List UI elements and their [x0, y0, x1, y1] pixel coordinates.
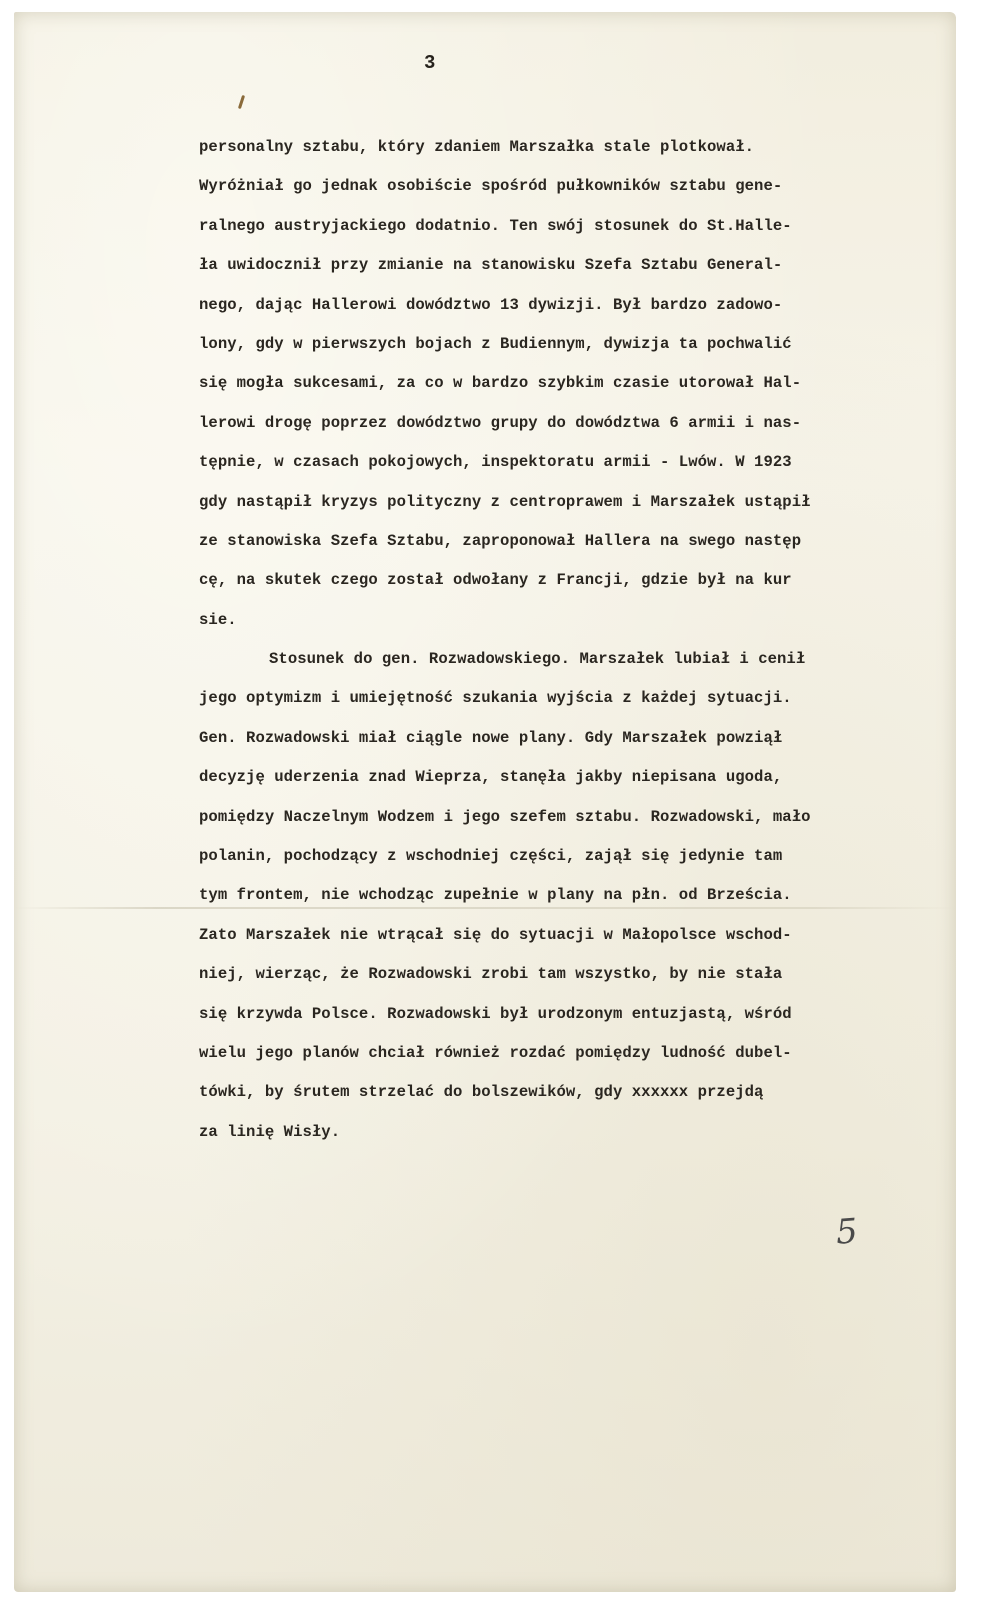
- text-line: za linię Wisły.: [199, 1122, 341, 1141]
- paragraph-start-line: Stosunek do gen. Rozwadowskiego. Marszałek lubiał i cenił: [269, 650, 806, 669]
- text-line: lerowi drogę poprzez dowództwo grupy do dowództwa 6 armii i nas-: [199, 413, 802, 432]
- text-line: lony, gdy w pierwszych bojach z Budiennym, dywizja ta pochwalić: [199, 334, 792, 353]
- text-line: jego optymizm i umiejętność szukania wyjścia z każdej sytuacji.: [199, 689, 792, 708]
- handwritten-page-number: 5: [834, 1211, 860, 1253]
- text-line: gdy nastąpił kryzys polityczny z centroprawem i Marszałek ustąpił: [199, 492, 811, 511]
- text-line: nego, dając Hallerowi dowództwo 13 dywizji. Był bardzo zadowo-: [199, 295, 783, 314]
- text-line: Wyróżniał go jednak osobiście spośród pułkowników sztabu gene-: [199, 177, 783, 196]
- text-line: wielu jego planów chciał również rozdać pomiędzy ludność dubel-: [199, 1043, 792, 1062]
- text-line: Gen. Rozwadowski miał ciągle nowe plany. Gdy Marszałek powziął: [199, 728, 783, 747]
- text-line: się mogła sukcesami, za co w bardzo szybkim czasie utorował Hal-: [199, 374, 802, 393]
- text-line: ze stanowiska Szefa Sztabu, zaproponował Hallera na swego następ: [199, 531, 802, 550]
- text-line: pomiędzy Naczelnym Wodzem i jego szefem sztabu. Rozwadowski, mało: [199, 807, 811, 826]
- text-line: tępnie, w czasach pokojowych, inspektoratu armii - Lwów. W 1923: [199, 453, 792, 472]
- text-line: tym frontem, nie wchodząc zupełnie w plany na płn. od Brześcia.: [199, 886, 792, 905]
- text-line: ła uwidocznił przy zmianie na stanowisku Szefa Sztabu General-: [199, 256, 783, 275]
- text-line: polanin, pochodzący z wschodniej części, zajął się jedynie tam: [199, 847, 783, 866]
- text-line: personalny sztabu, który zdaniem Marszałka stale plotkował.: [199, 138, 755, 156]
- text-line: tówki, by śrutem strzelać do bolszewików, gdy xxxxxx przejdą: [199, 1083, 764, 1102]
- text-line: ralnego austryjackiego dodatnio. Ten swój stosunek do St.Halle-: [199, 216, 792, 235]
- text-line: cę, na skutek czego został odwołany z Francji, gdzie był na kur: [199, 571, 792, 590]
- text-line: sie.: [199, 610, 237, 629]
- text-line: się krzywda Polsce. Rozwadowski był urodzonym entuzjastą, wśród: [199, 1004, 792, 1023]
- text-line: Zato Marszałek nie wtrącał się do sytuacji w Małopolsce wschod-: [199, 925, 792, 944]
- typewritten-text: [199, 128, 959, 1152]
- text-line: niej, wierząc, że Rozwadowski zrobi tam wszystko, by nie stała: [199, 965, 783, 984]
- text-line: decyzję uderzenia znad Wieprza, stanęła jakby niepisana ugoda,: [199, 768, 783, 787]
- page-number: 3: [424, 52, 436, 74]
